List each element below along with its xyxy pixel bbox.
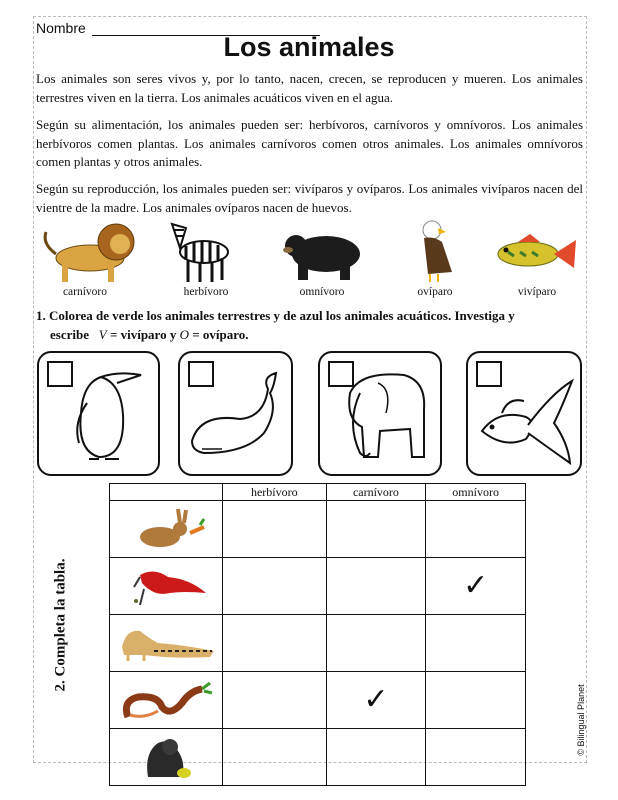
lion-illustration <box>38 214 138 286</box>
name-label: Nombre <box>36 20 86 36</box>
exercise-2-label: 2. Completa la tabla. <box>52 558 69 692</box>
card-elephant <box>318 351 442 476</box>
paragraph-reproduccion: Según su reproducción, los animales pueden ser: vivíparos y ovíparos. Los animales vivíparos nacen del vientre de la madre. Los animales ovíparos nacen de huevos. <box>36 181 583 215</box>
whale-illustration <box>180 353 291 474</box>
row-image-snake <box>110 672 223 729</box>
cell-gorilla-carnivoro[interactable] <box>326 729 426 786</box>
snake-illustration <box>118 677 214 723</box>
exercise-1-instructions <box>36 306 576 344</box>
cardinal-illustration <box>124 563 208 609</box>
example-label-herbivoro: herbívoro <box>183 286 229 298</box>
table-row <box>110 558 526 615</box>
exercise-1-line-2-prefix: escribe <box>50 327 89 342</box>
example-label-omnivoro: omnívoro <box>299 286 345 298</box>
gorilla-illustration <box>134 733 198 781</box>
classification-table <box>109 483 526 786</box>
page-title: Los animales <box>223 32 395 62</box>
table-row <box>110 615 526 672</box>
copyright: © Bilingual Planet <box>576 684 586 756</box>
cell-snake-omnivoro[interactable] <box>426 672 526 729</box>
cell-gorilla-omnivoro[interactable] <box>426 729 526 786</box>
penguin-illustration <box>39 353 158 474</box>
mark-snake-carnivoro: ✓ <box>363 682 389 717</box>
bear-illustration <box>282 224 366 284</box>
table-row <box>110 672 526 729</box>
example-label-viviparo: vivíparo <box>517 286 557 298</box>
table-row <box>110 501 526 558</box>
cell-rabbit-herbivoro[interactable] <box>222 501 326 558</box>
table-header-omnivoro: omnívoro <box>426 484 526 501</box>
paragraph-alimentacion: Según su alimentación, los animales pueden ser: herbívoros, carnívoros y omnívoros. Los animales herbívoros comen plantas. Los animales carnívoros comen otros animales. Los animales omnívoros comen plantas y otros animales. <box>36 117 583 169</box>
row-image-lioness <box>110 615 223 672</box>
cell-cardinal-carnivoro[interactable] <box>326 558 426 615</box>
row-image-rabbit <box>110 501 223 558</box>
table-header-herbivoro: herbívoro <box>222 484 326 501</box>
exercise-2-label-wrapper <box>48 540 74 710</box>
o-meaning: = ovíparo. <box>192 327 249 342</box>
exercise-1-line-1: 1. Colorea de verde los animales terrestres y de azul los animales acuáticos. Investiga y <box>36 308 515 323</box>
eagle-illustration <box>412 216 462 284</box>
cell-lioness-omnivoro[interactable] <box>426 615 526 672</box>
cell-rabbit-omnivoro[interactable] <box>426 501 526 558</box>
fish-illustration <box>490 232 580 280</box>
row-image-cardinal <box>110 558 223 615</box>
cell-gorilla-herbivoro[interactable] <box>222 729 326 786</box>
example-label-oviparo: ovíparo <box>417 286 453 298</box>
card-fish <box>466 351 582 476</box>
cell-cardinal-herbivoro[interactable] <box>222 558 326 615</box>
mark-cardinal-omnivoro: ✓ <box>463 568 489 603</box>
example-label-carnivoro: carnívoro <box>62 286 108 298</box>
table-row <box>110 729 526 786</box>
cell-cardinal-omnivoro[interactable] <box>426 558 526 615</box>
card-whale <box>178 351 293 476</box>
lioness-illustration <box>114 621 218 665</box>
v-letter: V <box>98 327 107 342</box>
card-penguin <box>37 351 160 476</box>
cell-snake-herbivoro[interactable] <box>222 672 326 729</box>
table-header-carnivoro: carnívoro <box>326 484 426 501</box>
table-header-blank <box>110 484 223 501</box>
copyright-wrapper <box>574 670 588 770</box>
elephant-illustration <box>320 353 440 474</box>
cell-lioness-carnivoro[interactable] <box>326 615 426 672</box>
o-letter: O <box>179 327 189 342</box>
paragraph-intro: Los animales son seres vivos y, por lo tanto, nacen, crecen, se reproducen y mueren. Los animales terrestres viven en la tierra. Los animales acuáticos viven en el agua. <box>36 71 583 105</box>
rabbit-illustration <box>126 507 206 551</box>
goldfish-illustration <box>468 353 580 474</box>
v-meaning: = vivíparo y <box>109 327 177 342</box>
row-image-gorilla <box>110 729 223 786</box>
cell-rabbit-carnivoro[interactable] <box>326 501 426 558</box>
cell-lioness-herbivoro[interactable] <box>222 615 326 672</box>
cell-snake-carnivoro[interactable] <box>326 672 426 729</box>
zebra-illustration <box>166 218 246 286</box>
